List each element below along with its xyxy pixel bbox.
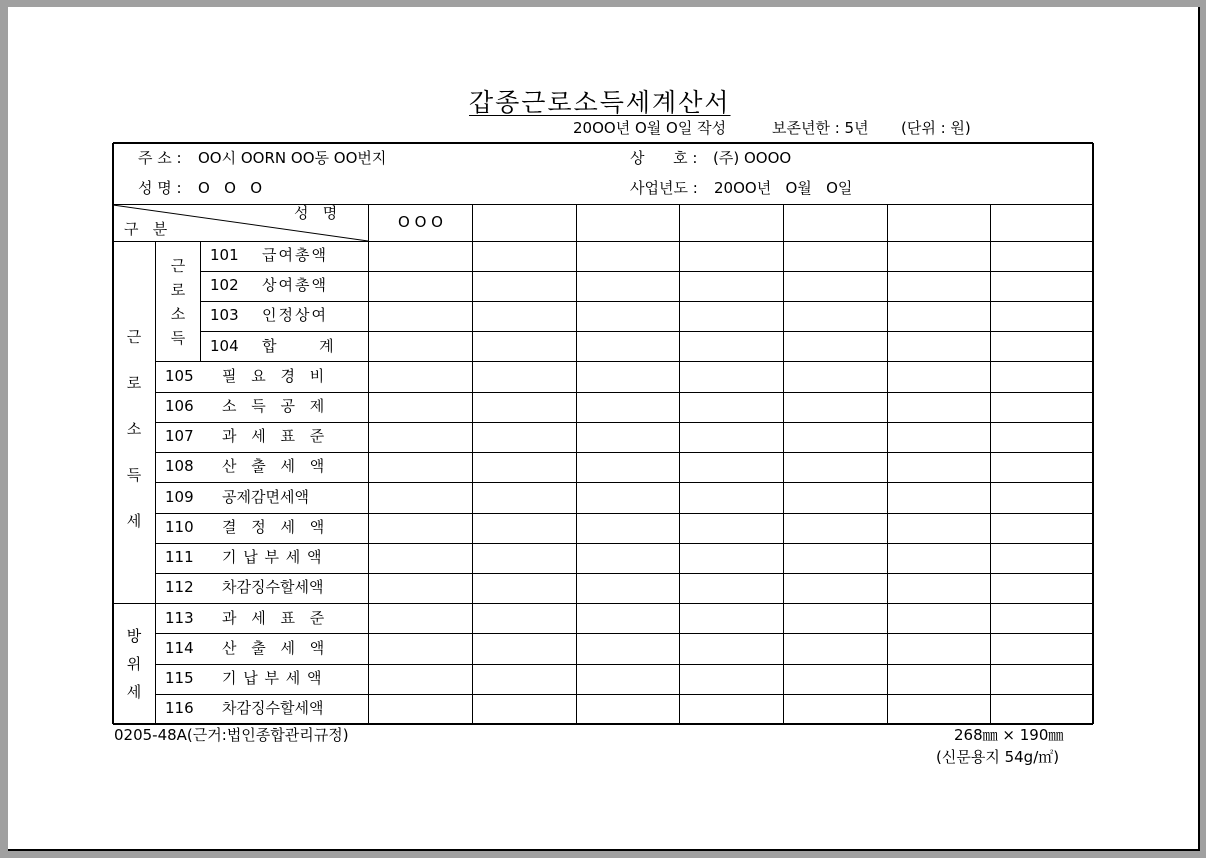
retention-period: 보존년한 : 5년 — [772, 119, 869, 137]
row-code: 113 — [165, 609, 194, 627]
row-code: 116 — [165, 699, 194, 717]
row-code: 101 — [210, 246, 239, 264]
row-label: 기 납 부 세 액 — [222, 548, 323, 566]
name-label: 성 명 : — [138, 179, 182, 197]
form-title: 갑종근로소득세계산서 — [469, 88, 731, 117]
paper-size: 268㎜ × 190㎜ — [954, 726, 1064, 744]
corner-header-category: 구 분 — [124, 220, 168, 238]
row-label: 인정상여 — [262, 306, 328, 324]
row-label: 급여총액 — [262, 246, 328, 264]
date-written: 20OO년 O월 O일 작성 — [573, 119, 727, 137]
row-code: 107 — [165, 427, 194, 445]
row-label: 과 세 표 준 — [222, 609, 330, 627]
row-label: 결 정 세 액 — [222, 518, 330, 536]
row-label: 산 출 세 액 — [222, 457, 330, 475]
row-label: 소 득 공 제 — [222, 397, 330, 415]
row-label: 산 출 세 액 — [222, 639, 330, 657]
unit-note: (단위 : 원) — [901, 119, 971, 137]
row-code: 108 — [165, 457, 194, 475]
address-value: OO시 OORN OO동 OO번지 — [198, 149, 387, 167]
corner-header-name: 성 명 — [294, 204, 338, 222]
row-code: 109 — [165, 488, 194, 506]
row-label: 공제감면세액 — [222, 488, 309, 506]
person-column-1: O O O — [398, 213, 443, 231]
fiscal-year-label: 사업년도 : — [630, 179, 698, 197]
row-code: 106 — [165, 397, 194, 415]
row-code: 115 — [165, 669, 194, 687]
row-code: 104 — [210, 337, 239, 355]
company-label: 상 호 : — [630, 149, 698, 167]
fiscal-year-value: 20OO년 O월 O일 — [714, 179, 853, 197]
row-code: 102 — [210, 276, 239, 294]
row-label: 상여총액 — [262, 276, 328, 294]
row-code: 111 — [165, 548, 194, 566]
row-code: 105 — [165, 367, 194, 385]
tax-calculation-table — [112, 142, 1094, 725]
row-label: 과 세 표 준 — [222, 427, 330, 445]
row-code: 110 — [165, 518, 194, 536]
row-code: 103 — [210, 306, 239, 324]
row-label: 차감징수할세액 — [222, 699, 324, 717]
row-label: 차감징수할세액 — [222, 578, 324, 596]
row-code: 112 — [165, 578, 194, 596]
group-geunro-soduk: 근로소득 — [170, 257, 186, 347]
form-code: 0205-48A(근거:법인종합관리규정) — [114, 726, 349, 744]
group-geunro-soduk-tax: 근로소득세 — [126, 328, 142, 530]
name-value: O O O — [198, 179, 263, 197]
row-label: 합 계 — [262, 337, 336, 355]
row-code: 114 — [165, 639, 194, 657]
paper-spec: (신문용지 54g/㎡) — [936, 748, 1060, 766]
company-value: (주) OOOO — [713, 149, 792, 167]
address-label: 주 소 : — [138, 149, 182, 167]
row-label: 필 요 경 비 — [222, 367, 330, 385]
row-label: 기 납 부 세 액 — [222, 669, 323, 687]
group-bangwi-tax: 방위세 — [126, 627, 142, 701]
